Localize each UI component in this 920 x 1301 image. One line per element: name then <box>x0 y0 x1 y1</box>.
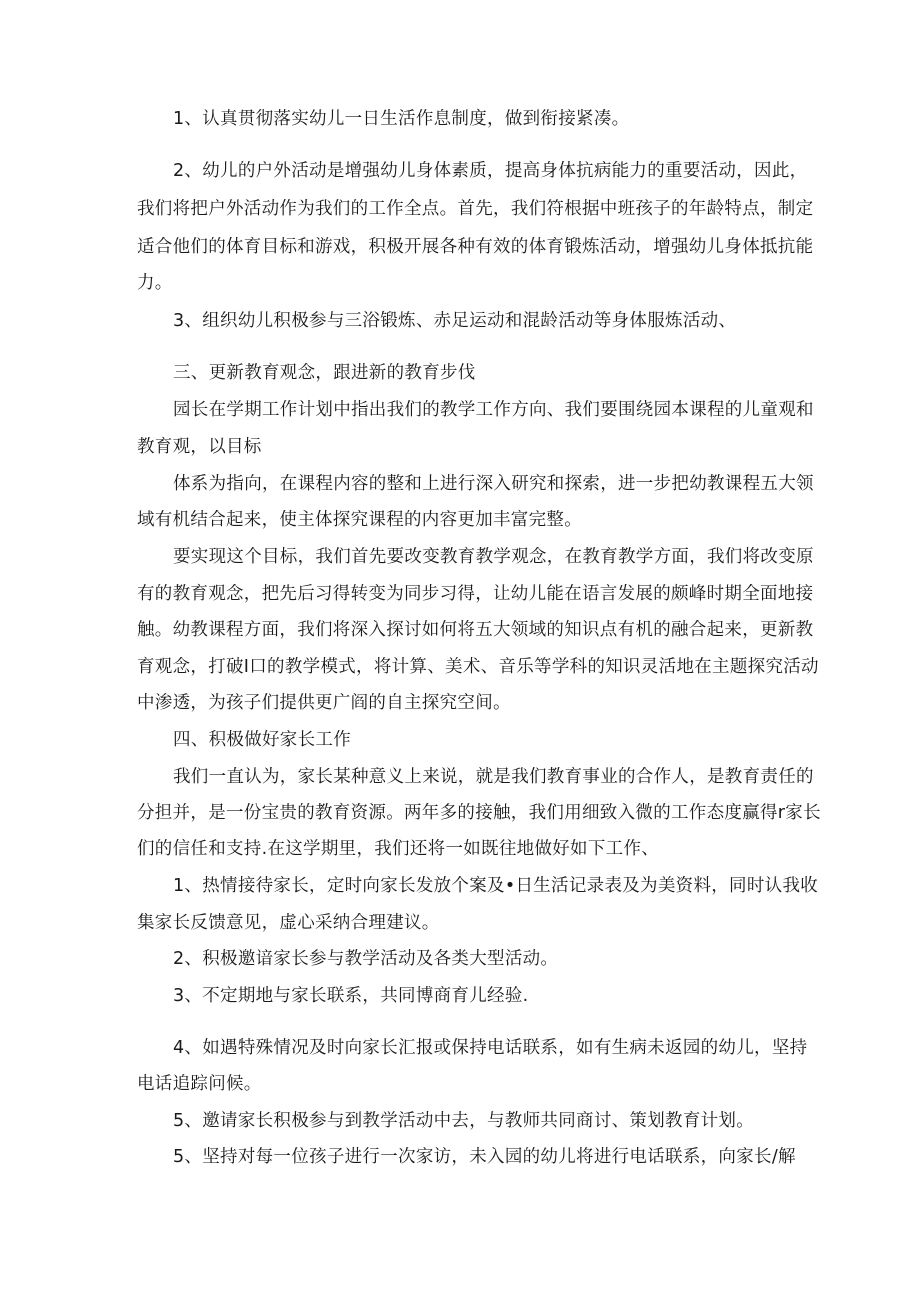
text-line: 体系为指向，在课程内容的整和上进行深入研究和探索，进一步把幼教课程五大领 <box>173 474 814 494</box>
text-line: 我们一直认为，家长某种意义上来说，就是我们教育事业的合作人，是教育责任的 <box>173 767 814 787</box>
text-line: 2、积极邀谙家长参与教学活动及各类大型活动。 <box>173 949 559 969</box>
text-line: 触。幼教课程方面，我们将深入探讨如何将五大领域的知识点有机的融合起来，更新教 <box>137 620 814 640</box>
text-line: 园长在学期工作计划中指出我们的教学工作方向、我们要围绕园本课程的儿童观和 <box>173 400 814 420</box>
text-line: 适合他们的体育目标和游戏，积极开展各种有效的体育锻炼活动，增强幼儿身体抵抗能 <box>137 237 814 257</box>
text-line: 们的信任和支持.在这学期里，我们还将一如既往地做好如下工作、 <box>137 839 660 859</box>
text-line: 分担并，是一份宝贵的教育资源。两年多的接触，我们用细致入微的工作态度赢得r家长 <box>137 803 821 823</box>
section-heading: 四、积极做好家长工作 <box>173 730 351 750</box>
text-line: 3、组织幼儿积极参与三浴锻炼、赤足运动和混龄活动等身体服炼活动、 <box>173 311 737 331</box>
text-line: 1、热情接待家长，定时向家长发放个案及•日生活记录表及为美资料，同时认我收 <box>173 876 819 896</box>
text-line: 教育观，以目标 <box>137 437 262 457</box>
text-line: 我们将把户外活动作为我们的工作全点。首先，我们符根据中班孩子的年龄特点，制定 <box>137 199 814 219</box>
text-line: 5、邀请家长积极参与到教学活动中去，与教师共同商讨、策划教育计划。 <box>173 1111 755 1131</box>
text-line: 中渗透，为孩子们提供更广阎的自主探究空间。 <box>137 693 511 713</box>
section-heading: 三、更新教育观念，跟进新的教育步伐 <box>173 363 476 383</box>
text-line: 4、如遇特殊情况及时向家长汇报或保持电话联系，如有生病未返园的幼儿，坚持 <box>173 1038 808 1058</box>
text-line: 力。 <box>137 273 173 293</box>
text-line: 有的教育观念，把先后习得转变为同步习得，让幼儿能在语言发展的颇峰时期全面地接 <box>137 584 814 604</box>
text-line: 3、不定期地与家长联系，共同博商育儿经验. <box>173 986 529 1006</box>
text-line: 电话追踪问候。 <box>137 1074 262 1094</box>
text-line: 集家长反馈意见，虚心采纳合理建议。 <box>137 913 440 933</box>
text-line: 育观念，打破I口的教学模式，将计算、美术、音乐等学科的知识灵活地在主题探究活动 <box>137 657 819 677</box>
text-line: 2、幼儿的户外活动是增强幼儿身体素质，提高身体抗病能力的重要活动，因此， <box>173 161 808 181</box>
text-line: 域有机结合起来，使主体探究课程的内容更加丰富完整。 <box>137 510 582 530</box>
text-line: 5、坚持对每一位孩子进行一次家访，未入园的幼儿将进行电话联系，向家长/解 <box>173 1147 796 1167</box>
text-line: 1、认真贯彻落实幼儿一日生活作息制度，做到衔接紧凑。 <box>173 109 630 129</box>
text-line: 要实现这个目标，我们首先要改变教育教学观念，在教育教学方面，我们将改变原 <box>173 547 814 567</box>
